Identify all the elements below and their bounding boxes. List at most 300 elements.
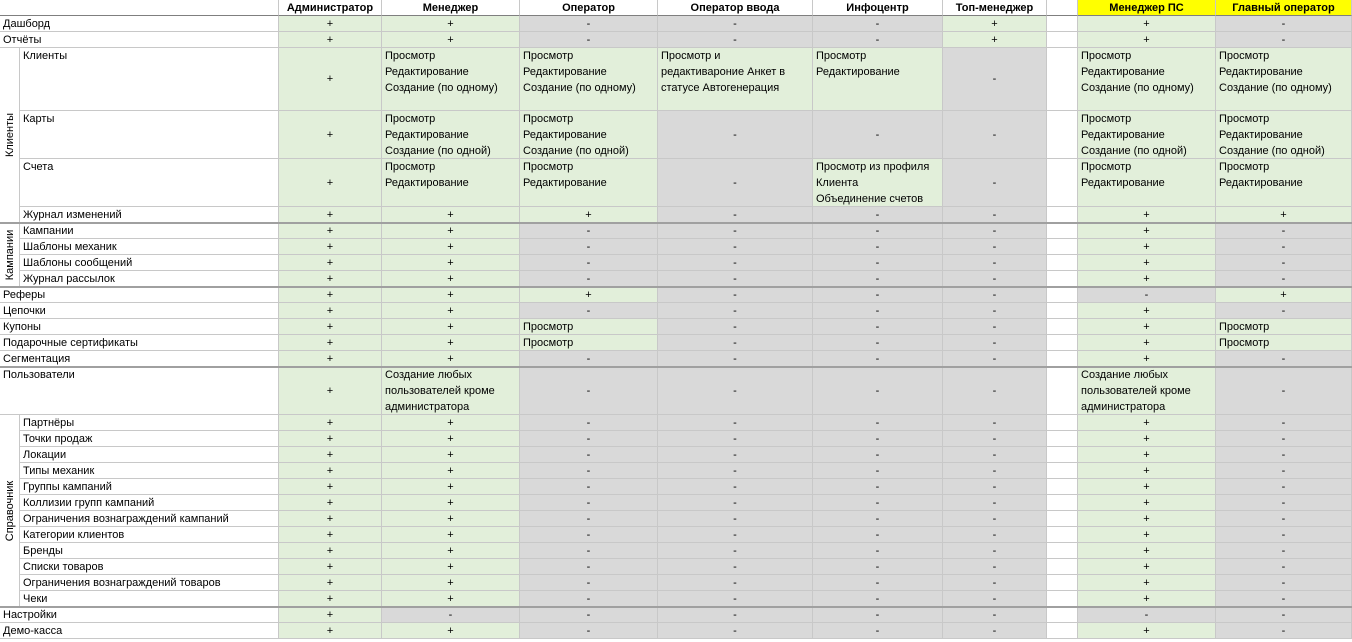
permission-cell[interactable]: - [658,351,813,367]
permission-cell[interactable]: + [1078,591,1216,607]
permission-cell[interactable]: - [658,335,813,351]
permission-cell[interactable]: + [382,271,520,287]
permission-cell[interactable] [1047,575,1078,591]
permission-cell[interactable]: - [943,367,1047,415]
permission-cell[interactable] [1047,303,1078,319]
permission-cell[interactable]: + [382,255,520,271]
permission-cell[interactable]: - [658,479,813,495]
permission-cell[interactable]: + [279,367,382,415]
permission-cell[interactable]: + [382,479,520,495]
permission-cell[interactable]: - [943,239,1047,255]
permission-cell[interactable] [1047,447,1078,463]
column-header-главный-оператор[interactable]: Главный оператор [1216,0,1352,16]
permission-cell[interactable]: - [658,223,813,239]
permission-cell[interactable]: + [1078,447,1216,463]
permission-cell[interactable]: - [943,543,1047,559]
row-label-карты[interactable]: Карты [20,111,279,159]
permission-cell[interactable]: + [279,575,382,591]
permission-cell[interactable] [1078,367,1216,415]
permission-cell[interactable]: - [813,271,943,287]
row-label-группы-кампаний[interactable]: Группы кампаний [20,479,279,495]
permission-cell[interactable] [382,159,520,207]
row-label-журнал-изменений[interactable]: Журнал изменений [20,207,279,223]
permission-cell[interactable]: - [1216,591,1352,607]
permission-cell[interactable]: - [813,511,943,527]
permission-cell[interactable]: - [813,239,943,255]
permission-cell[interactable]: Просмотр [520,319,658,335]
permission-cell[interactable] [1047,559,1078,575]
permission-cell[interactable]: + [382,16,520,32]
permission-cell[interactable]: + [279,511,382,527]
permission-cell[interactable]: + [279,303,382,319]
permission-cell[interactable]: + [1078,575,1216,591]
permission-cell[interactable] [1047,207,1078,223]
permission-cell[interactable]: + [279,543,382,559]
permission-cell[interactable]: - [813,287,943,303]
permission-cell[interactable]: - [1216,543,1352,559]
permission-cell[interactable]: - [1216,495,1352,511]
permission-cell[interactable]: - [1216,16,1352,32]
permission-cell[interactable]: + [382,511,520,527]
permission-cell[interactable]: - [520,367,658,415]
permission-cell[interactable] [1047,415,1078,431]
row-label-ограничения-вознаграждений-кампаний[interactable]: Ограничения вознаграждений кампаний [20,511,279,527]
permission-cell[interactable]: - [1216,447,1352,463]
permission-cell[interactable]: - [813,495,943,511]
permission-cell[interactable]: - [943,287,1047,303]
permission-cell[interactable]: + [1078,495,1216,511]
row-label-сегментация[interactable]: Сегментация [0,351,279,367]
permission-cell[interactable]: + [1078,16,1216,32]
permission-cell[interactable] [520,48,658,111]
permission-cell[interactable]: + [382,303,520,319]
permission-cell[interactable]: - [1216,415,1352,431]
permission-cell[interactable]: - [658,16,813,32]
permission-cell[interactable]: - [658,287,813,303]
permission-cell[interactable]: + [1216,207,1352,223]
permission-cell[interactable]: - [520,415,658,431]
permission-cell[interactable]: - [1216,559,1352,575]
permission-cell[interactable]: - [520,223,658,239]
permission-cell[interactable] [1047,463,1078,479]
permission-cell[interactable]: + [1078,335,1216,351]
permission-cell[interactable]: - [658,511,813,527]
permission-cell[interactable]: + [382,463,520,479]
row-label-шаблоны-сообщений[interactable]: Шаблоны сообщений [20,255,279,271]
permission-cell[interactable]: - [943,335,1047,351]
permission-cell[interactable]: + [382,415,520,431]
permission-cell[interactable] [1047,271,1078,287]
permission-cell[interactable]: + [279,623,382,639]
permission-cell[interactable]: - [1216,271,1352,287]
permission-cell[interactable] [1047,16,1078,32]
row-label-коллизии-групп-кампаний[interactable]: Коллизии групп кампаний [20,495,279,511]
permission-cell[interactable]: - [520,575,658,591]
permission-cell[interactable] [1047,511,1078,527]
column-header-оператор-ввода[interactable]: Оператор ввода [658,0,813,16]
permission-cell[interactable] [1078,111,1216,159]
permission-cell[interactable]: + [279,207,382,223]
permission-cell[interactable]: - [813,447,943,463]
permission-cell[interactable]: - [658,271,813,287]
permission-cell[interactable]: - [1216,607,1352,623]
permission-cell[interactable]: - [943,207,1047,223]
row-label-дашборд[interactable]: Дашборд [0,16,279,32]
permission-cell[interactable]: + [1078,431,1216,447]
permission-cell[interactable]: + [943,32,1047,48]
row-label-подарочные-сертификаты[interactable]: Подарочные сертификаты [0,335,279,351]
permission-cell[interactable] [1047,623,1078,639]
permission-cell[interactable]: + [1078,559,1216,575]
permission-cell[interactable]: - [658,159,813,207]
permission-cell[interactable]: - [1078,607,1216,623]
permission-cell[interactable] [1078,48,1216,111]
permission-cell[interactable]: + [382,207,520,223]
permission-cell[interactable]: + [1078,543,1216,559]
permission-cell[interactable]: - [520,543,658,559]
permission-cell[interactable] [1047,431,1078,447]
permission-cell[interactable] [1047,479,1078,495]
permission-cell[interactable]: - [943,511,1047,527]
permission-cell[interactable]: - [520,463,658,479]
permission-cell[interactable]: - [520,32,658,48]
permission-cell[interactable]: - [813,607,943,623]
row-label-бренды[interactable]: Бренды [20,543,279,559]
permission-cell[interactable]: + [382,559,520,575]
permission-cell[interactable] [1047,287,1078,303]
permission-cell[interactable] [1047,32,1078,48]
permission-cell[interactable] [1047,159,1078,207]
permission-cell[interactable] [520,159,658,207]
permission-cell[interactable]: - [943,271,1047,287]
permission-cell[interactable]: + [279,239,382,255]
permission-cell[interactable]: - [813,16,943,32]
permission-cell[interactable]: + [1078,511,1216,527]
row-label-категории-клиентов[interactable]: Категории клиентов [20,527,279,543]
row-label-цепочки[interactable]: Цепочки [0,303,279,319]
permission-cell[interactable] [1047,319,1078,335]
permission-cell[interactable]: + [520,207,658,223]
permission-cell[interactable]: - [1216,511,1352,527]
permission-cell[interactable]: - [943,575,1047,591]
permission-cell[interactable]: + [279,159,382,207]
permission-cell[interactable]: + [1078,527,1216,543]
permission-cell[interactable]: - [520,591,658,607]
row-label-локации[interactable]: Локации [20,447,279,463]
column-header-empty[interactable] [1047,0,1078,16]
permission-cell[interactable] [1216,111,1352,159]
permission-cell[interactable]: - [943,255,1047,271]
permission-cell[interactable]: - [943,495,1047,511]
permission-cell[interactable]: - [813,479,943,495]
permission-cell[interactable]: - [1078,287,1216,303]
permission-cell[interactable]: - [658,447,813,463]
permission-cell[interactable]: - [520,447,658,463]
permission-cell[interactable]: - [813,32,943,48]
permission-cell[interactable]: - [520,607,658,623]
permission-cell[interactable]: + [1078,415,1216,431]
column-header-администратор[interactable]: Администратор [279,0,382,16]
permission-cell[interactable]: - [520,255,658,271]
permission-cell[interactable]: - [943,351,1047,367]
permission-cell[interactable]: + [1078,223,1216,239]
permission-cell[interactable]: - [943,591,1047,607]
permission-cell[interactable]: - [658,527,813,543]
permission-cell[interactable] [1216,48,1352,111]
permission-cell[interactable]: - [520,431,658,447]
permission-cell[interactable]: - [658,431,813,447]
permission-cell[interactable] [1047,48,1078,111]
permission-cell[interactable]: + [279,447,382,463]
permission-cell[interactable]: - [658,463,813,479]
permission-cell[interactable]: + [1078,463,1216,479]
permission-cell[interactable]: - [943,303,1047,319]
permission-cell[interactable]: - [658,495,813,511]
row-label-реферы[interactable]: Реферы [0,287,279,303]
permission-cell[interactable]: + [382,591,520,607]
permission-cell[interactable]: + [279,271,382,287]
permission-cell[interactable] [1047,367,1078,415]
permission-cell[interactable]: - [813,223,943,239]
permission-cell[interactable]: - [1216,479,1352,495]
permission-cell[interactable]: - [658,623,813,639]
permission-cell[interactable]: - [813,367,943,415]
permission-cell[interactable]: + [1078,303,1216,319]
permission-cell[interactable]: + [279,287,382,303]
permission-cell[interactable]: + [279,255,382,271]
permission-cell[interactable]: - [658,559,813,575]
header-corner-cell[interactable] [0,0,279,16]
permission-cell[interactable]: - [1216,32,1352,48]
permission-cell[interactable]: - [658,415,813,431]
permission-cell[interactable] [1047,351,1078,367]
permission-cell[interactable] [658,48,813,111]
permission-cell[interactable]: - [813,207,943,223]
permission-cell[interactable]: + [279,16,382,32]
permission-cell[interactable]: + [943,16,1047,32]
permission-cell[interactable]: - [658,255,813,271]
row-label-журнал-рассылок[interactable]: Журнал рассылок [20,271,279,287]
row-label-шаблоны-механик[interactable]: Шаблоны механик [20,239,279,255]
permission-cell[interactable]: - [943,607,1047,623]
permission-cell[interactable]: - [520,495,658,511]
permission-cell[interactable]: + [279,527,382,543]
permission-cell[interactable]: - [1216,239,1352,255]
row-label-настройки[interactable]: Настройки [0,607,279,623]
column-header-менеджер-пс[interactable]: Менеджер ПС [1078,0,1216,16]
permission-cell[interactable]: - [1216,367,1352,415]
column-header-инфоцентр[interactable]: Инфоцентр [813,0,943,16]
permission-cell[interactable]: + [382,495,520,511]
permission-cell[interactable]: - [813,415,943,431]
permission-cell[interactable] [1216,159,1352,207]
permission-cell[interactable]: - [943,159,1047,207]
permission-cell[interactable]: + [520,287,658,303]
permission-cell[interactable]: - [658,575,813,591]
permission-cell[interactable]: - [943,48,1047,111]
permission-cell[interactable]: + [382,543,520,559]
permission-cell[interactable] [813,159,943,207]
permission-cell[interactable]: - [520,239,658,255]
permission-cell[interactable]: - [1216,431,1352,447]
permission-cell[interactable]: + [382,447,520,463]
permission-cell[interactable]: + [1078,271,1216,287]
permission-cell[interactable] [520,111,658,159]
permission-cell[interactable]: + [1078,207,1216,223]
permission-cell[interactable] [1047,495,1078,511]
permission-cell[interactable]: - [813,255,943,271]
permission-cell[interactable]: + [382,32,520,48]
row-label-списки-товаров[interactable]: Списки товаров [20,559,279,575]
permission-cell[interactable]: Просмотр [520,335,658,351]
permission-cell[interactable]: - [813,527,943,543]
permission-cell[interactable]: - [813,303,943,319]
permission-cell[interactable] [1047,239,1078,255]
permission-cell[interactable] [1047,591,1078,607]
permission-cell[interactable]: + [382,287,520,303]
permission-cell[interactable]: - [943,463,1047,479]
permission-cell[interactable]: + [279,559,382,575]
permission-cell[interactable]: - [813,559,943,575]
permission-cell[interactable]: + [1078,319,1216,335]
permission-cell[interactable]: + [1216,287,1352,303]
permission-cell[interactable]: - [1216,223,1352,239]
permission-cell[interactable]: - [943,479,1047,495]
column-header-оператор[interactable]: Оператор [520,0,658,16]
permission-cell[interactable] [1047,527,1078,543]
permission-cell[interactable]: - [943,223,1047,239]
permission-cell[interactable]: - [1216,255,1352,271]
permission-cell[interactable]: - [520,511,658,527]
permission-cell[interactable] [382,111,520,159]
permission-cell[interactable]: + [1078,351,1216,367]
row-label-купоны[interactable]: Купоны [0,319,279,335]
permission-cell[interactable]: + [279,111,382,159]
permission-cell[interactable]: - [1216,303,1352,319]
permission-cell[interactable]: + [1078,239,1216,255]
permission-cell[interactable]: - [943,431,1047,447]
permission-cell[interactable]: + [279,431,382,447]
permission-cell[interactable]: - [813,319,943,335]
permission-cell[interactable]: + [382,239,520,255]
row-label-партнёры[interactable]: Партнёры [20,415,279,431]
permission-cell[interactable]: Просмотр [1216,335,1352,351]
permission-cell[interactable]: + [1078,479,1216,495]
permission-cell[interactable]: Просмотр [1216,319,1352,335]
permission-cell[interactable] [813,48,943,111]
row-label-клиенты[interactable]: Клиенты [20,48,279,111]
permission-cell[interactable] [382,367,520,415]
permission-cell[interactable] [1047,255,1078,271]
permission-cell[interactable]: - [943,559,1047,575]
permission-cell[interactable] [1078,159,1216,207]
permission-cell[interactable]: - [658,319,813,335]
permission-cell[interactable]: - [813,575,943,591]
row-label-счета[interactable]: Счета [20,159,279,207]
permission-cell[interactable]: + [279,223,382,239]
permission-cell[interactable]: + [382,223,520,239]
permission-cell[interactable]: - [943,623,1047,639]
permission-cell[interactable]: + [382,431,520,447]
permission-cell[interactable]: - [520,351,658,367]
permission-cell[interactable]: - [520,303,658,319]
permission-cell[interactable]: - [813,463,943,479]
permission-cell[interactable]: + [279,48,382,111]
permission-cell[interactable]: - [658,607,813,623]
row-label-типы-механик[interactable]: Типы механик [20,463,279,479]
row-label-ограничения-вознаграждений-товаров[interactable]: Ограничения вознаграждений товаров [20,575,279,591]
permission-cell[interactable]: - [520,559,658,575]
row-label-отчёты[interactable]: Отчёты [0,32,279,48]
permission-cell[interactable]: - [1216,463,1352,479]
permission-cell[interactable]: - [658,367,813,415]
permission-cell[interactable]: + [382,575,520,591]
permission-cell[interactable]: - [658,32,813,48]
permission-cell[interactable]: - [1216,575,1352,591]
permission-cell[interactable]: - [520,527,658,543]
permission-cell[interactable]: - [520,623,658,639]
permission-cell[interactable]: - [943,447,1047,463]
permission-cell[interactable]: - [813,431,943,447]
permission-cell[interactable]: + [382,319,520,335]
permission-cell[interactable]: + [279,351,382,367]
permission-cell[interactable]: + [382,623,520,639]
permission-cell[interactable]: - [520,271,658,287]
permission-cell[interactable]: - [1216,351,1352,367]
permission-cell[interactable]: + [382,335,520,351]
permission-cell[interactable]: - [658,207,813,223]
permission-cell[interactable]: - [520,16,658,32]
permission-cell[interactable] [1047,111,1078,159]
permission-cell[interactable]: + [279,319,382,335]
permission-cell[interactable]: - [943,415,1047,431]
permission-cell[interactable]: + [279,335,382,351]
row-label-чеки[interactable]: Чеки [20,591,279,607]
permission-cell[interactable]: - [943,527,1047,543]
permission-cell[interactable]: + [279,495,382,511]
permission-cell[interactable]: - [382,607,520,623]
permission-cell[interactable]: + [279,591,382,607]
permission-cell[interactable]: - [1216,527,1352,543]
permission-cell[interactable]: + [279,415,382,431]
group-label-справочник[interactable] [0,415,20,607]
permission-cell[interactable] [1047,335,1078,351]
permission-cell[interactable]: + [1078,255,1216,271]
permission-cell[interactable]: - [813,623,943,639]
permission-cell[interactable]: + [382,351,520,367]
permission-cell[interactable]: - [813,335,943,351]
permission-cell[interactable]: - [658,543,813,559]
permission-cell[interactable]: - [658,303,813,319]
column-header-топ-менеджер[interactable]: Топ-менеджер [943,0,1047,16]
permission-cell[interactable]: - [813,591,943,607]
permission-cell[interactable]: - [943,111,1047,159]
permission-cell[interactable] [1047,223,1078,239]
permission-cell[interactable]: + [1078,32,1216,48]
permission-cell[interactable]: - [813,111,943,159]
permission-cell[interactable]: + [279,479,382,495]
permission-cell[interactable]: - [1216,623,1352,639]
permission-cell[interactable]: - [943,319,1047,335]
group-label-клиенты[interactable] [0,48,20,223]
permission-cell[interactable] [382,48,520,111]
permission-cell[interactable]: - [658,591,813,607]
row-label-точки-продаж[interactable]: Точки продаж [20,431,279,447]
row-label-демо-касса[interactable]: Демо-касса [0,623,279,639]
permission-cell[interactable]: - [813,351,943,367]
permission-cell[interactable]: - [813,543,943,559]
row-label-кампании[interactable]: Кампании [20,223,279,239]
